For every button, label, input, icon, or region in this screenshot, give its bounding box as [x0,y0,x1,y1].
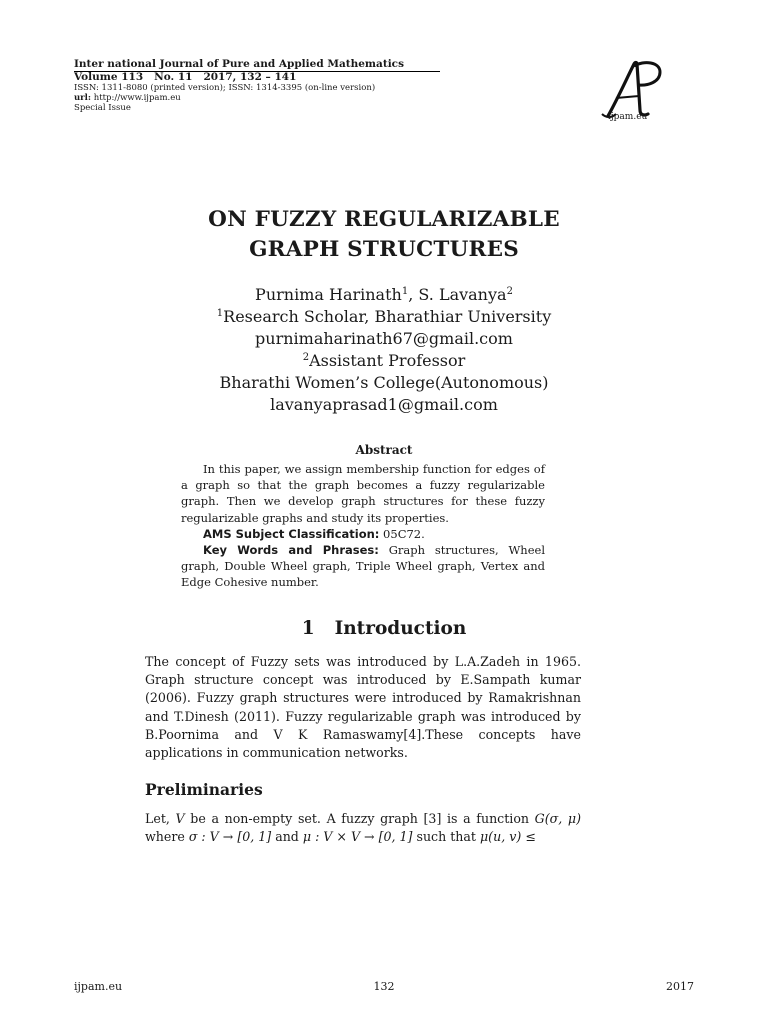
title-line-2: GRAPH STRUCTURES [249,237,519,262]
section-heading-introduction [0,618,768,639]
author-2-sup: 2 [506,286,513,297]
journal-url-label: url: [74,93,92,103]
keywords-value: Graph structures, Wheel graph, Double Wheel graph, Triple Wheel graph, Vertex and Edge Cohesive number. [181,543,545,590]
affiliation-1 [0,306,768,328]
section-title: Introduction [334,618,467,639]
affiliation-1-text: Research Scholar, Bharathiar University [223,307,552,326]
affiliation-2-text: Assistant Professor [309,351,466,370]
author-2: S. Lavanya [418,285,507,304]
prelim-math-5: μ(u, v) ≤ [479,829,536,845]
keywords [181,542,545,591]
author-sep: , [408,285,419,304]
journal-issue: Special Issue [74,103,131,113]
prelim-math-4: μ : V × V → [0, 1] [302,829,413,845]
journal-url[interactable]: http://www.ijpam.eu [93,93,181,103]
ams-label: AMS Subject Classification: [203,526,380,541]
preliminaries-text [145,810,581,846]
keywords-label: Key Words and Phrases: [203,543,379,558]
footer-year: 2017 [666,980,694,993]
footer-site: ijpam.eu [74,980,123,993]
logo-caption: ijpam.eu [608,112,648,122]
prelim-text-1: Let, [145,811,176,826]
email-1[interactable]: purnimaharinath67@gmail.com [255,329,513,348]
paper-title [0,205,768,265]
prelim-math-2: G(σ, μ) [534,811,581,826]
author-1-sup: 1 [401,286,409,297]
journal-volume: Volume 113 No. 11 2017, 132 – 141 [74,71,297,83]
affiliation-2 [0,350,768,372]
section-number: 1 [301,618,315,639]
footer-page-number: 132 [373,980,395,993]
journal-header [74,59,444,113]
abstract-heading: Abstract [355,443,413,457]
author-line [0,284,768,306]
author-block [0,284,768,416]
ams-classification [181,526,545,542]
email-2[interactable]: lavanyaprasad1@gmail.com [270,395,498,414]
prelim-text-2: be a non-empty set. A fuzzy graph [3] is a function [184,811,535,826]
abstract-body: In this paper, we assign membership function for edges of a graph so that the graph becomes a fuzzy regularizable graph. Then we develop graph structures for these fuzzy regularizable graphs and study its properties. [181,462,545,525]
prelim-text-5: such that [412,829,480,845]
affiliation-1-sup: 1 [216,308,224,319]
journal-url-line [74,93,444,103]
introduction-paragraph: The concept of Fuzzy sets was introduced by L.A.Zadeh in 1965. Graph structure concept was introduced by E.Sampath kumar (2006). Fuzzy graph structures were introduced by Ramakrishnan and T.Dinesh (2011). Fuzzy regularizable graph was introduced by B.Poornima and V K Ramaswamy[4].These concepts have applications in communication networks. [145,654,581,761]
abstract-block [181,461,545,591]
affiliation-2-sup: 2 [302,352,310,363]
ams-value: 05C72. [379,526,425,541]
preliminaries-paragraph [145,810,581,846]
title-line-1: ON FUZZY REGULARIZABLE [208,207,560,232]
prelim-math-3: σ : V → [0, 1] [188,829,272,845]
journal-issn: ISSN: 1311-8080 (printed version); ISSN: 1314-3395 (on-line version) [74,83,376,93]
affiliation-2-line-2: Bharathi Women’s College(Autonomous) [219,373,549,392]
journal-name: Inter national Journal of Pure and Applied Mathematics [74,59,440,72]
subsection-heading-preliminaries: Preliminaries [145,780,263,799]
prelim-math-1: V [175,811,185,826]
introduction-text [145,653,581,762]
author-1: Purnima Harinath [255,285,402,304]
prelim-text-4: and [271,829,303,845]
prelim-text-3: where [145,829,189,845]
